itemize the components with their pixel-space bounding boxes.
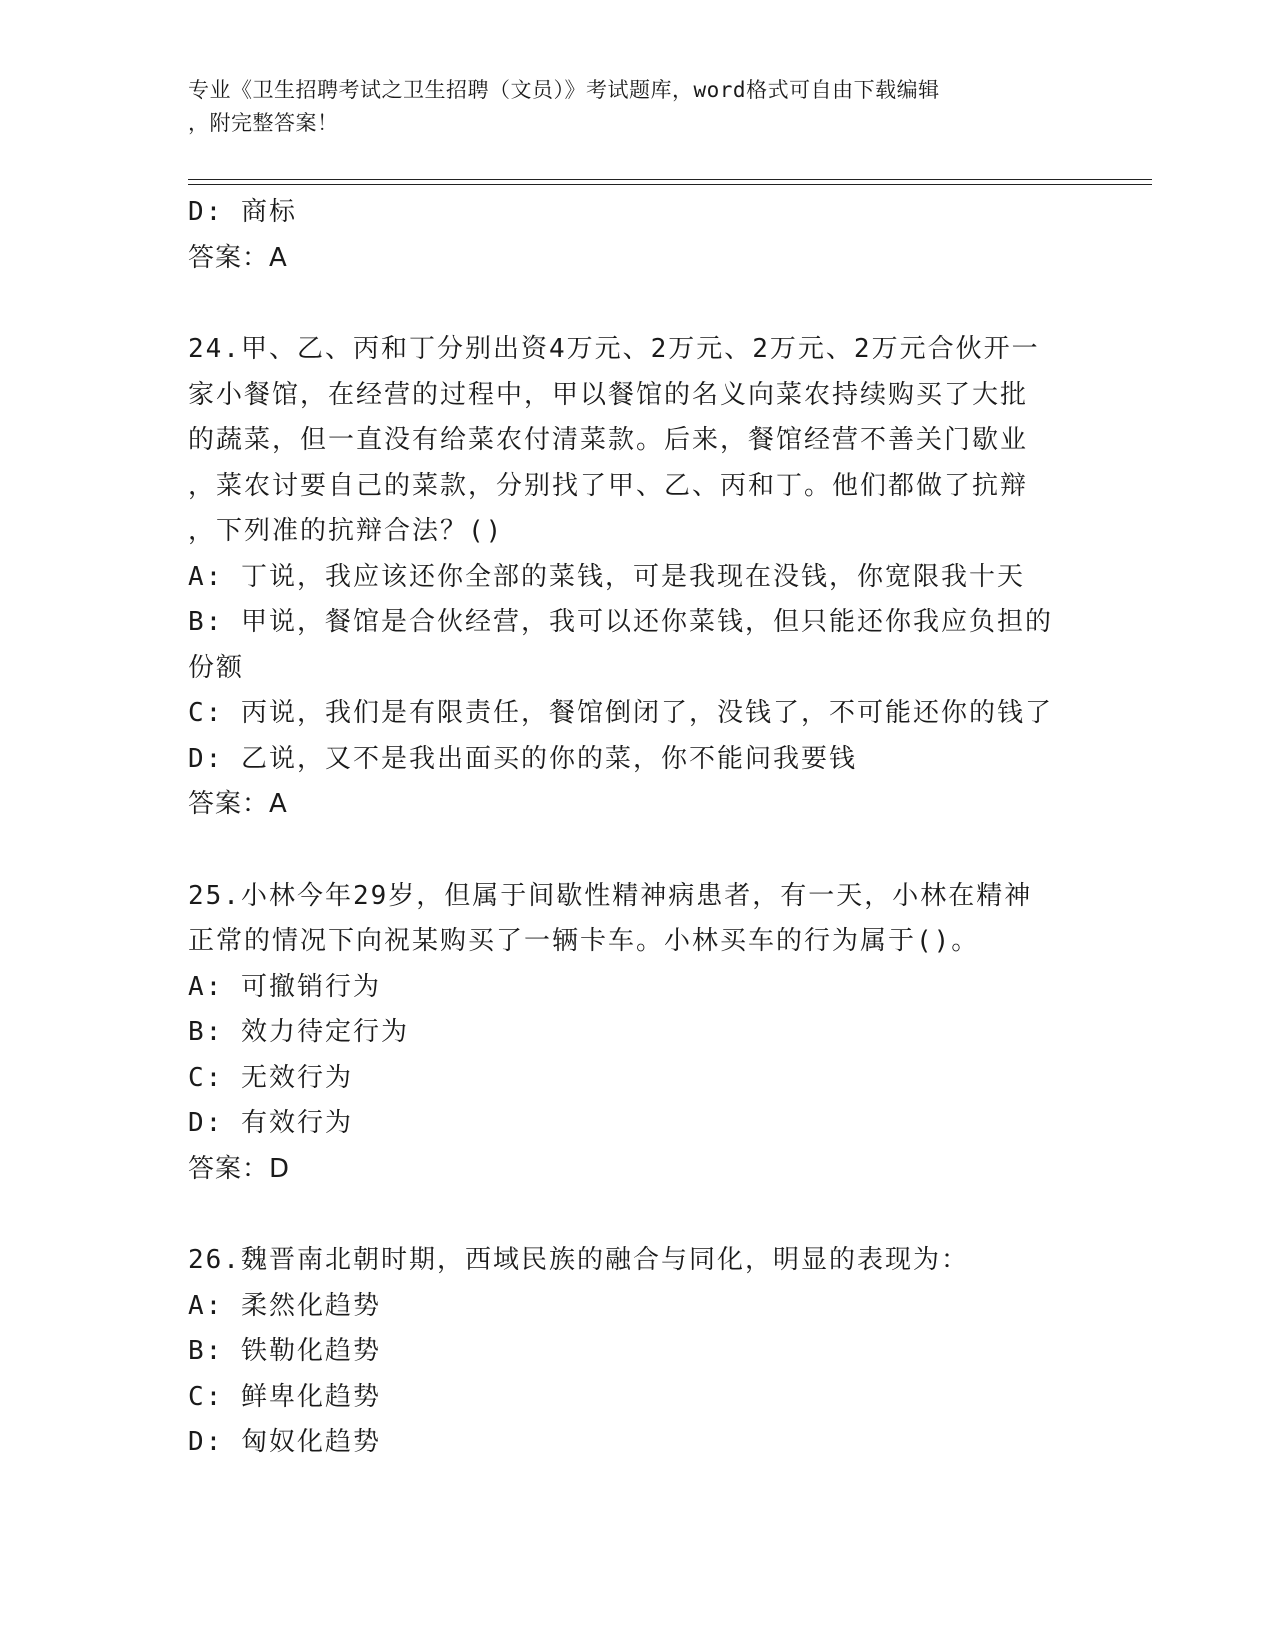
spacer <box>188 828 1088 874</box>
spacer <box>188 1192 1088 1238</box>
header-divider-top <box>188 179 1152 180</box>
q24-stem-line: 的蔬菜，但一直没有给菜农付清菜款。后来，餐馆经营不善关门歇业 <box>188 425 1029 455</box>
q26-stem-line: 26.魏晋南北朝时期，西域民族的融合与同化，明显的表现为： <box>188 1245 969 1275</box>
q26-option-a: A: 柔然化趋势 <box>188 1290 381 1321</box>
q24-option-a: A: 丁说，我应该还你全部的菜钱，可是我现在没钱，你宽限我十天 <box>188 561 1025 592</box>
q25-option-a: A: 可撤销行为 <box>188 971 381 1002</box>
document-header <box>188 74 1068 140</box>
q24-stem-line: ，下列准的抗辩合法？() <box>188 516 504 546</box>
header-line-1: 专业《卫生招聘考试之卫生招聘（文员）》考试题库，word格式可自由下载编辑 <box>188 78 940 102</box>
q25-option-d: D: 有效行为 <box>188 1108 353 1138</box>
q24-option-b-cont: 份额 <box>188 652 245 683</box>
document-body <box>188 190 1088 1466</box>
header-divider-bottom <box>188 184 1152 185</box>
q26-option-b: B: 铁勒化趋势 <box>188 1336 381 1366</box>
question-26 <box>188 1238 1088 1466</box>
q24-stem-line: 24.甲、乙、丙和丁分别出资4万元、2万元、2万元、2万元合伙开一 <box>188 334 1040 364</box>
q25-stem-line: 正常的情况下向祝某购买了一辆卡车。小林买车的行为属于()。 <box>188 926 980 956</box>
question-24 <box>188 327 1088 828</box>
q25-answer: 答案：D <box>188 1153 291 1184</box>
prev-answer: 答案：A <box>188 242 288 273</box>
q24-option-c: C: 丙说，我们是有限责任，餐馆倒闭了，没钱了，不可能还你的钱了 <box>188 698 1053 728</box>
q24-option-b: B: 甲说，餐馆是合伙经营，我可以还你菜钱，但只能还你我应负担的 <box>188 607 1053 637</box>
question-25 <box>188 874 1088 1193</box>
prev-option-d: D: 商标 <box>188 197 297 227</box>
q26-option-d: D: 匈奴化趋势 <box>188 1427 381 1457</box>
q24-answer: 答案：A <box>188 789 288 819</box>
q24-stem-line: ，菜农讨要自己的菜款，分别找了甲、乙、丙和丁。他们都做了抗辩 <box>188 470 1029 501</box>
q25-stem-line: 25.小林今年29岁，但属于间歇性精神病患者，有一天，小林在精神 <box>188 880 1033 911</box>
q24-stem-line: 家小餐馆，在经营的过程中，甲以餐馆的名义向菜农持续购买了大批 <box>188 379 1029 410</box>
q26-option-c: C: 鲜卑化趋势 <box>188 1381 381 1412</box>
spacer <box>188 281 1088 327</box>
header-line-2: ，附完整答案！ <box>188 111 339 135</box>
q25-option-b: B: 效力待定行为 <box>188 1017 409 1047</box>
q25-option-c: C: 无效行为 <box>188 1062 353 1093</box>
q24-option-d: D: 乙说，又不是我出面买的你的菜，你不能问我要钱 <box>188 743 857 774</box>
